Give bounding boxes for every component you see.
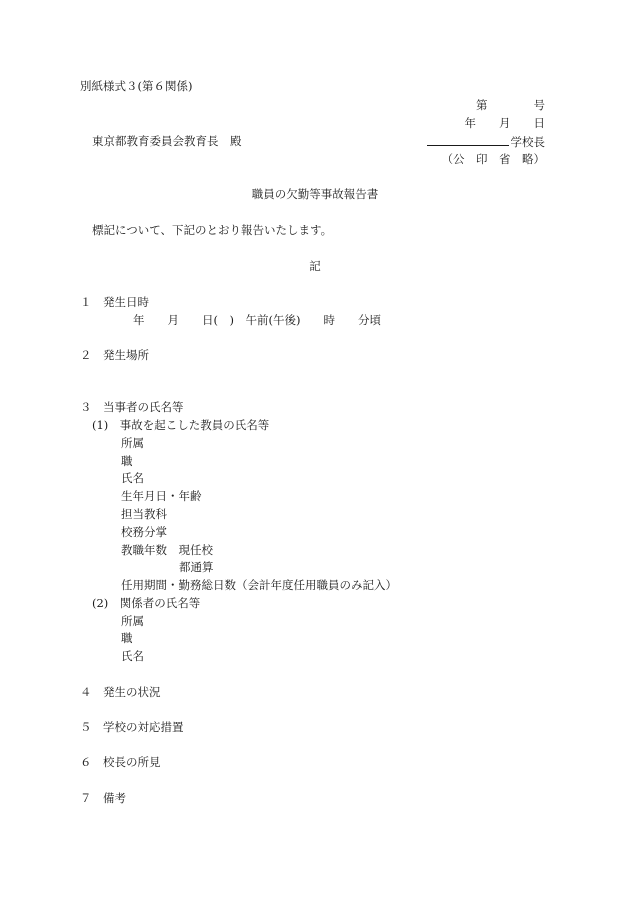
seal-omitted-note: （公 印 省 略） bbox=[441, 152, 545, 166]
section-5-heading: ５ 学校の対応措置 bbox=[80, 720, 184, 734]
school-principal-line bbox=[427, 134, 546, 149]
related-name: 氏名 bbox=[121, 649, 144, 663]
section-3-sub-1: (1) 事故を起こした教員の氏名等 bbox=[92, 418, 270, 432]
teacher-subject: 担当教科 bbox=[121, 507, 167, 521]
teacher-name: 氏名 bbox=[121, 471, 144, 485]
occurrence-datetime: 年 月 日( ) 午前(午後) 時 分頃 bbox=[133, 313, 381, 327]
section-3-heading: ３ 当事者の氏名等 bbox=[80, 400, 184, 414]
section-3-sub-2: (2) 関係者の氏名等 bbox=[92, 596, 201, 610]
document-number: 第 号 bbox=[476, 98, 545, 112]
teacher-years-total: 都通算 bbox=[179, 560, 214, 574]
teacher-term: 任用期間・勤務総日数（会計年度任用職員のみ記入） bbox=[121, 578, 397, 592]
document-title: 職員の欠勤等事故報告書 bbox=[251, 187, 379, 201]
school-principal-label: 学校長 bbox=[510, 135, 545, 149]
section-7-heading: ７ 備考 bbox=[80, 791, 126, 805]
section-1-heading: １ 発生日時 bbox=[80, 295, 149, 309]
related-position: 職 bbox=[121, 631, 133, 645]
teacher-years-current: 教職年数 現任校 bbox=[121, 543, 213, 557]
document-date: 年 月 日 bbox=[464, 116, 545, 130]
addressee: 東京都教育委員会教育長 殿 bbox=[92, 134, 242, 148]
teacher-affiliation: 所属 bbox=[121, 436, 144, 450]
section-2-heading: ２ 発生場所 bbox=[80, 348, 149, 362]
teacher-birthdate-age: 生年月日・年齢 bbox=[121, 489, 202, 503]
section-4-heading: ４ 発生の状況 bbox=[80, 685, 161, 699]
teacher-duties: 校務分掌 bbox=[121, 525, 167, 539]
section-6-heading: ６ 校長の所見 bbox=[80, 755, 161, 769]
teacher-position: 職 bbox=[121, 454, 133, 468]
form-label: 別紙様式３(第６関係) bbox=[80, 79, 193, 93]
intro-text: 標記について、下記のとおり報告いたします。 bbox=[92, 223, 333, 237]
school-name-blank bbox=[427, 134, 509, 146]
ki-heading: 記 bbox=[309, 259, 321, 273]
related-affiliation: 所属 bbox=[121, 614, 144, 628]
